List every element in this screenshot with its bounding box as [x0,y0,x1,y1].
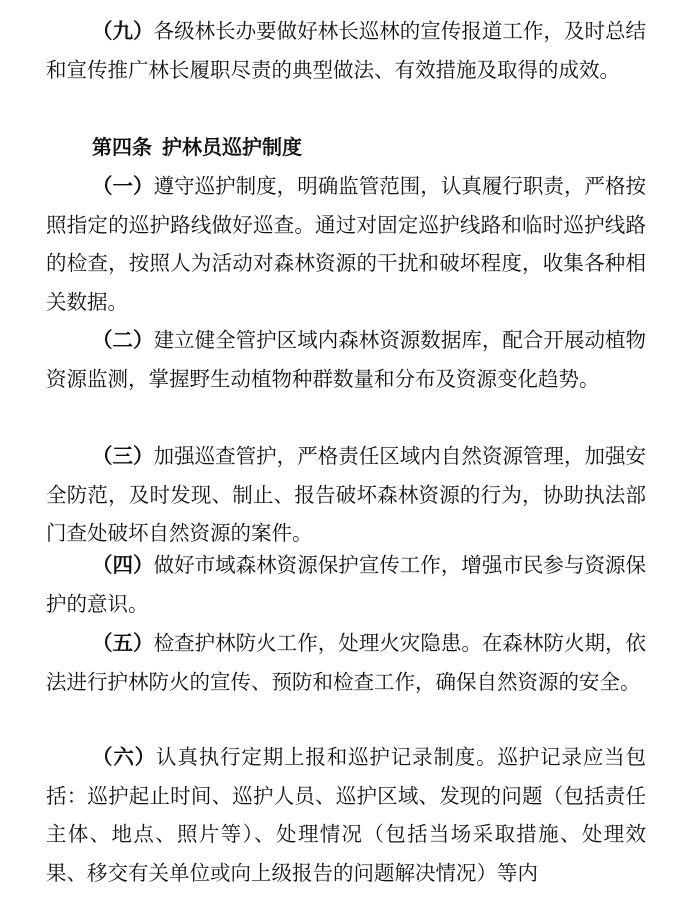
item-number: （四） [92,553,154,577]
paragraph-4 [46,546,646,623]
item-number: （六） [92,745,157,769]
paragraph-text: 检查护林防火工作，处理火灾隐患。在森林防火期，依法进行护林防火的宣传、预防和检查工作，确保自然资源的安全。 [46,631,647,694]
paragraph-2 [46,321,646,398]
item-number: （二） [92,328,154,352]
paragraph-text: 认真执行定期上报和巡护记录制度。巡护记录应当包括：巡护起止时间、巡护人员、巡护区域、发现的问题（包括责任主体、地点、照片等）、处理情况（包括当场采取措施、处理效果、移交有关单位或向上级报告的问题解决情况）等内 [46,745,647,885]
article-number: 第四条 [92,135,152,159]
paragraph-text: 各级林长办要做好林长巡林的宣传报道工作，及时总结和宣传推广林长履职尽责的典型做法、有效措施及取得的成效。 [46,19,647,82]
paragraph-6 [46,738,646,892]
item-number: （一） [92,174,154,198]
item-number: （九） [92,19,154,43]
article-title: 护林员巡护制度 [162,135,302,159]
paragraph-text: 遵守巡护制度，明确监管范围，认真履行职责，严格按照指定的巡护路线做好巡查。通过对固定巡护线路和临时巡护线路的检查，按照人为活动对森林资源的干扰和破坏程度，收集各种相关数据。 [46,174,647,314]
paragraph-1 [46,167,646,321]
paragraph-text: 建立健全管护区域内森林资源数据库，配合开展动植物资源监测，掌握野生动植物种群数量和分布及资源变化趋势。 [46,328,647,391]
paragraph-5 [46,624,646,701]
article-heading [92,128,302,166]
item-number: （五） [92,631,154,655]
paragraph-9 [46,12,646,89]
paragraph-text: 加强巡查管护，严格责任区域内自然资源管理，加强安全防范，及时发现、制止、报告破坏森林资源的行为，协助执法部门查处破坏自然资源的案件。 [46,444,647,545]
paragraph-3 [46,437,646,553]
paragraph-text: 做好市域森林资源保护宣传工作，增强市民参与资源保护的意识。 [46,553,647,616]
item-number: （三） [92,444,154,468]
